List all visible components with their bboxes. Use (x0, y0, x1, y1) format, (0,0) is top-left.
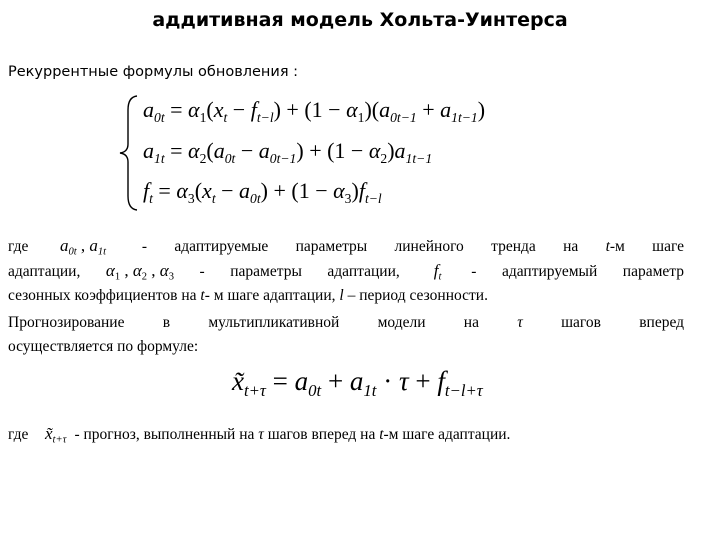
left-brace-icon (118, 94, 140, 212)
paragraph-3: где $x̃_{t+\tau}$ - прогноз, выполненный на τ шагов вперед на t-м шаге адаптации. (8, 424, 511, 446)
subtitle: Рекуррентные формулы обновления : (8, 64, 299, 80)
symbol-a0t-a1t: $a_{0t}$ , $a_{1t}$ (59, 236, 107, 258)
paragraph-2-line-2: осуществляется по формуле: (8, 338, 199, 355)
eq1-lhs: $a_{0t}$ (143, 97, 165, 125)
forecast-formula: $x̃_{t+\tau} = a_{0t} + a_{1t} \cdot \tau + f_{t-l+\tau}$ (232, 366, 483, 400)
paragraph-1-line-1: где $a_{0t}$ , $a_{1t}$ - адаптируемые параметры линейного тренда на t-м шаге (8, 236, 685, 258)
eq3-lhs: $f_t$ (143, 178, 153, 206)
equation-3: $f_t = \alpha_3(x_t - a_{0t}) + (1 - \alpha_3)f_{t-l}$ (143, 178, 382, 206)
symbol-forecast: $x̃_{t+\tau}$ (44, 424, 67, 446)
symbol-alphas: $\alpha_1$ , $\alpha_2$ , $\alpha_3$ (105, 261, 174, 283)
eq2-lhs: $a_{1t}$ (143, 138, 165, 166)
paragraph-1-line-2: адаптации, $\alpha_1$ , $\alpha_2$ , $\alpha_3$ - параметры адаптации, $f_t$ - адаптируемый параметр (8, 261, 685, 283)
paragraph-1-line-3: сезонных коэффициентов на t- м шаге адаптации, l – период сезонности. (8, 287, 488, 304)
page-title: аддитивная модель Хольта-Уинтерса (152, 9, 568, 31)
equation-2: $a_{1t} = \alpha_2(a_{0t} - a_{0t-1}) + (1 - \alpha_2)a_{1t-1}$ (143, 138, 433, 166)
symbol-ft: $f_t$ (433, 261, 442, 283)
paragraph-2-line-1: Прогнозирование в мультипликативной модели на τ шагов вперед (8, 314, 685, 331)
equation-1: $a_{0t} = \alpha_1(x_t - f_{t-l}) + (1 - \alpha_1)(a_{0t-1} + a_{1t-1})$ (143, 97, 486, 125)
